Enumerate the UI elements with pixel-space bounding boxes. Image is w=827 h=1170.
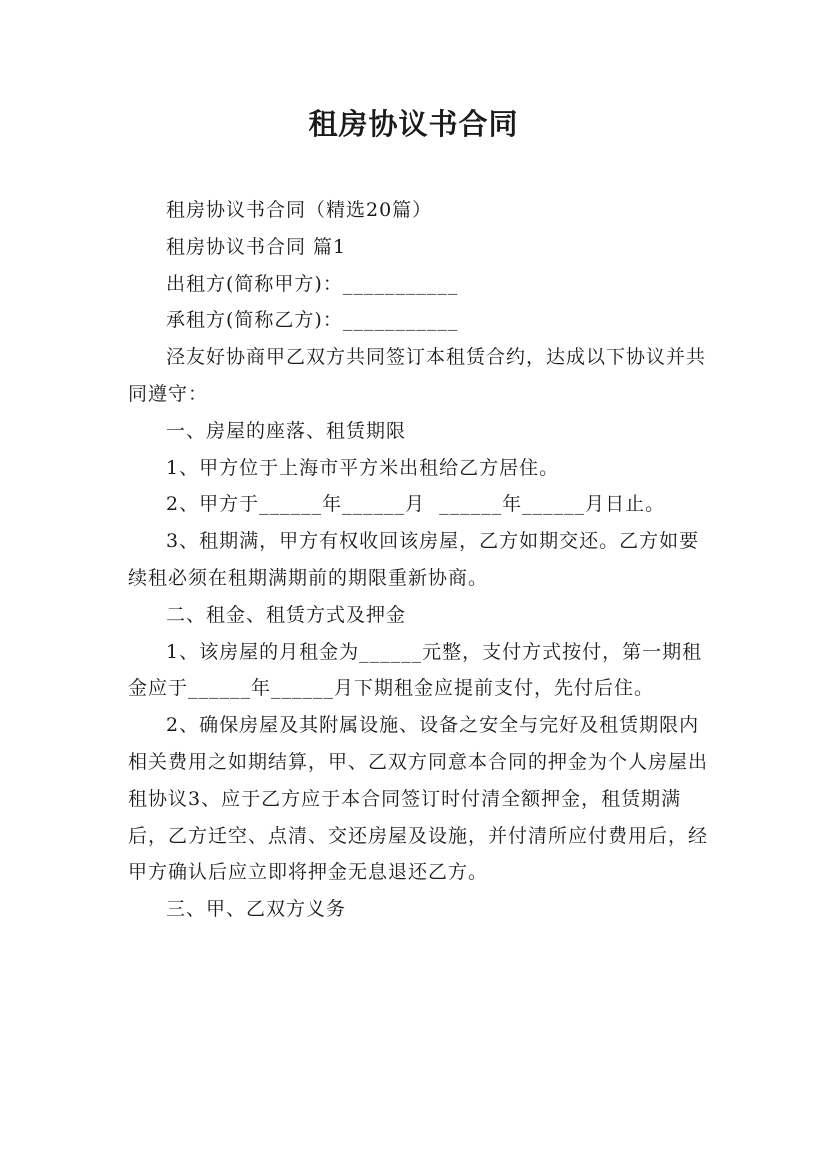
paragraph-preamble: 泾友好协商甲乙双方共同签订本租赁合约，达成以下协议并共同遵守：	[128, 346, 707, 405]
section-heading-obligations: 三、甲、乙双方义务	[166, 898, 347, 921]
paragraph-subtitle: 租房协议书合同（精选20篇）	[166, 199, 433, 221]
section-heading-rent-deposit: 二、租金、租赁方式及押金	[166, 603, 407, 626]
paragraph-clause-1-3: 3、租期满，甲方有权收回该房屋，乙方如期交还。乙方如要续租必须在租期满期前的期限重新协商。	[128, 530, 700, 589]
paragraph-clause-2-1: 1、该房屋的月租金为______元整，支付方式按付，第一期租金应于______年______月下期租金应提前支付，先付后住。	[128, 640, 703, 700]
document-title: 租房协议书合同	[308, 107, 519, 141]
paragraph-clause-2-2: 2、确保房屋及其附属设施、设备之安全与完好及租赁期限内相关费用之如期结算，甲、乙双方同意本合同的押金为个人房屋出租协议3、应于乙方应于本合同签订时付清全额押金，租赁期满后，乙方迁空、点清、交还房屋及设施，并付清所应付费用后，经甲方确认后应立即将押金无息退还乙方。	[128, 714, 709, 884]
paragraph-clause-1-1: 1、甲方位于上海市平方米出租给乙方居住。	[166, 456, 560, 479]
paragraph-article-heading: 租房协议书合同 篇1	[166, 235, 347, 258]
paragraph-clause-1-2: 2、甲方于______年______月 ______年______月日止。	[166, 493, 666, 516]
paragraph-lessor: 出租方(简称甲方)：___________	[166, 272, 459, 295]
paragraph-lessee: 承租方(简称乙方)：___________	[166, 309, 459, 332]
section-heading-location-term: 一、房屋的座落、租赁期限	[166, 419, 407, 442]
document-body	[128, 192, 713, 928]
